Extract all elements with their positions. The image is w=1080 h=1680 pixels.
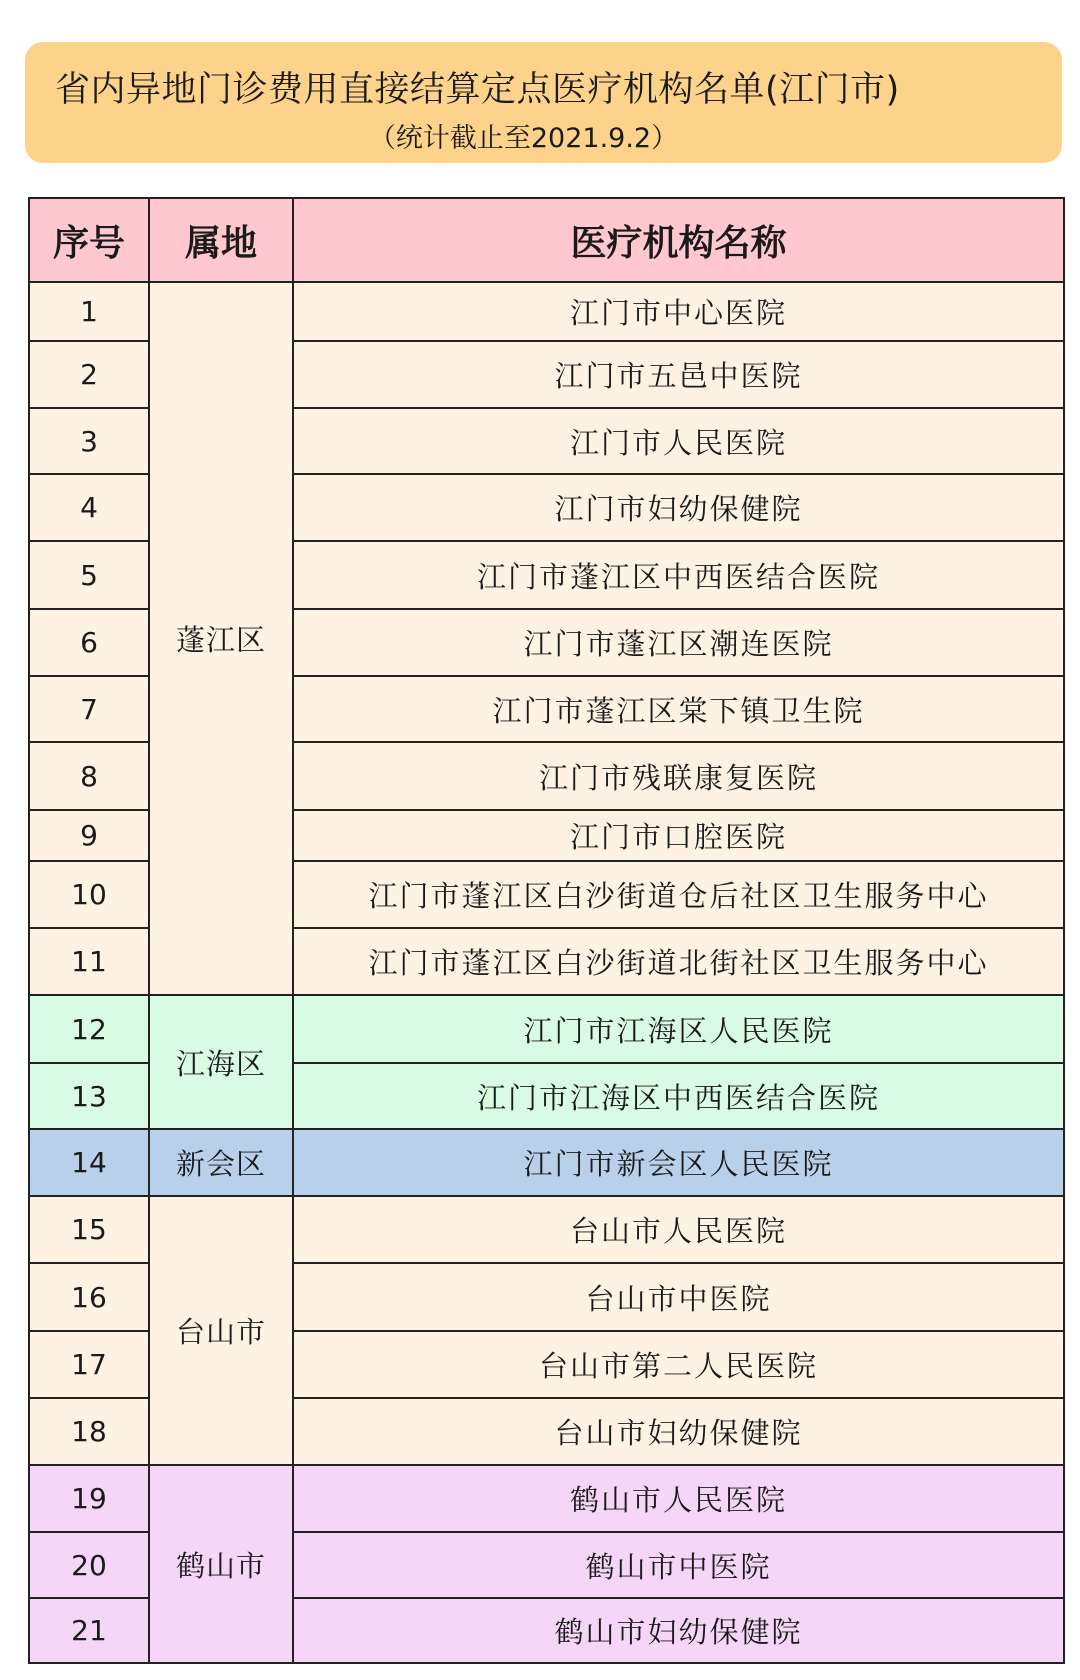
table-row-index: 14 (30, 1130, 150, 1197)
table-row-name: 江门市蓬江区棠下镇卫生院 (294, 677, 1063, 743)
table-row-name: 江门市中心医院 (294, 283, 1063, 342)
table-row-name: 鹤山市人民医院 (294, 1466, 1063, 1533)
table-row-name: 江门市蓬江区潮连医院 (294, 610, 1063, 677)
table-row-name: 江门市蓬江区白沙街道仓后社区卫生服务中心 (294, 862, 1063, 929)
table-row-name: 江门市残联康复医院 (294, 743, 1063, 811)
table-row-index: 15 (30, 1197, 150, 1264)
table-row-index: 11 (30, 929, 150, 996)
table-row-index: 12 (30, 996, 150, 1064)
table-row-index: 17 (30, 1332, 150, 1399)
table-row-index: 9 (30, 811, 150, 862)
region-cell-heshan: 鹤山市 (150, 1466, 294, 1662)
table-row-index: 1 (30, 283, 150, 342)
table-row-index: 7 (30, 677, 150, 743)
header-region: 属地 (150, 199, 294, 283)
table-row-name: 江门市江海区人民医院 (294, 996, 1063, 1064)
institution-table (28, 197, 1065, 1664)
table-row-name: 江门市口腔医院 (294, 811, 1063, 862)
table-row-index: 21 (30, 1599, 150, 1662)
title-banner (25, 42, 1062, 163)
page-subtitle: （统计截止至2021.9.2） (368, 123, 679, 154)
page-title: 省内异地门诊费用直接结算定点医疗机构名单(江门市) (55, 70, 900, 110)
region-cell-xinhui: 新会区 (150, 1130, 294, 1197)
table-row-name: 鹤山市妇幼保健院 (294, 1599, 1063, 1662)
table-row-index: 20 (30, 1533, 150, 1599)
table-row-name: 江门市江海区中西医结合医院 (294, 1064, 1063, 1130)
table-row-index: 3 (30, 409, 150, 475)
table-row-name: 江门市人民医院 (294, 409, 1063, 475)
region-cell-taishan: 台山市 (150, 1197, 294, 1466)
table-row-name: 台山市第二人民医院 (294, 1332, 1063, 1399)
table-row-name: 江门市妇幼保健院 (294, 475, 1063, 542)
table-row-index: 4 (30, 475, 150, 542)
table-row-name: 台山市妇幼保健院 (294, 1399, 1063, 1466)
table-row-index: 6 (30, 610, 150, 677)
table-row-name: 江门市五邑中医院 (294, 342, 1063, 409)
table-row-name: 台山市人民医院 (294, 1197, 1063, 1264)
header-name: 医疗机构名称 (294, 199, 1063, 283)
region-cell-jianghai: 江海区 (150, 996, 294, 1130)
table-row-index: 8 (30, 743, 150, 811)
table-row-name: 台山市中医院 (294, 1264, 1063, 1332)
table-row-name: 鹤山市中医院 (294, 1533, 1063, 1599)
table-row-index: 16 (30, 1264, 150, 1332)
table-row-index: 18 (30, 1399, 150, 1466)
region-cell-pengjiang: 蓬江区 (150, 283, 294, 996)
table-row-index: 10 (30, 862, 150, 929)
table-row-index: 19 (30, 1466, 150, 1533)
table-row-name: 江门市蓬江区白沙街道北街社区卫生服务中心 (294, 929, 1063, 996)
table-row-index: 13 (30, 1064, 150, 1130)
table-row-index: 5 (30, 542, 150, 610)
table-row-index: 2 (30, 342, 150, 409)
header-index: 序号 (30, 199, 150, 283)
table-row-name: 江门市新会区人民医院 (294, 1130, 1063, 1197)
table-row-name: 江门市蓬江区中西医结合医院 (294, 542, 1063, 610)
